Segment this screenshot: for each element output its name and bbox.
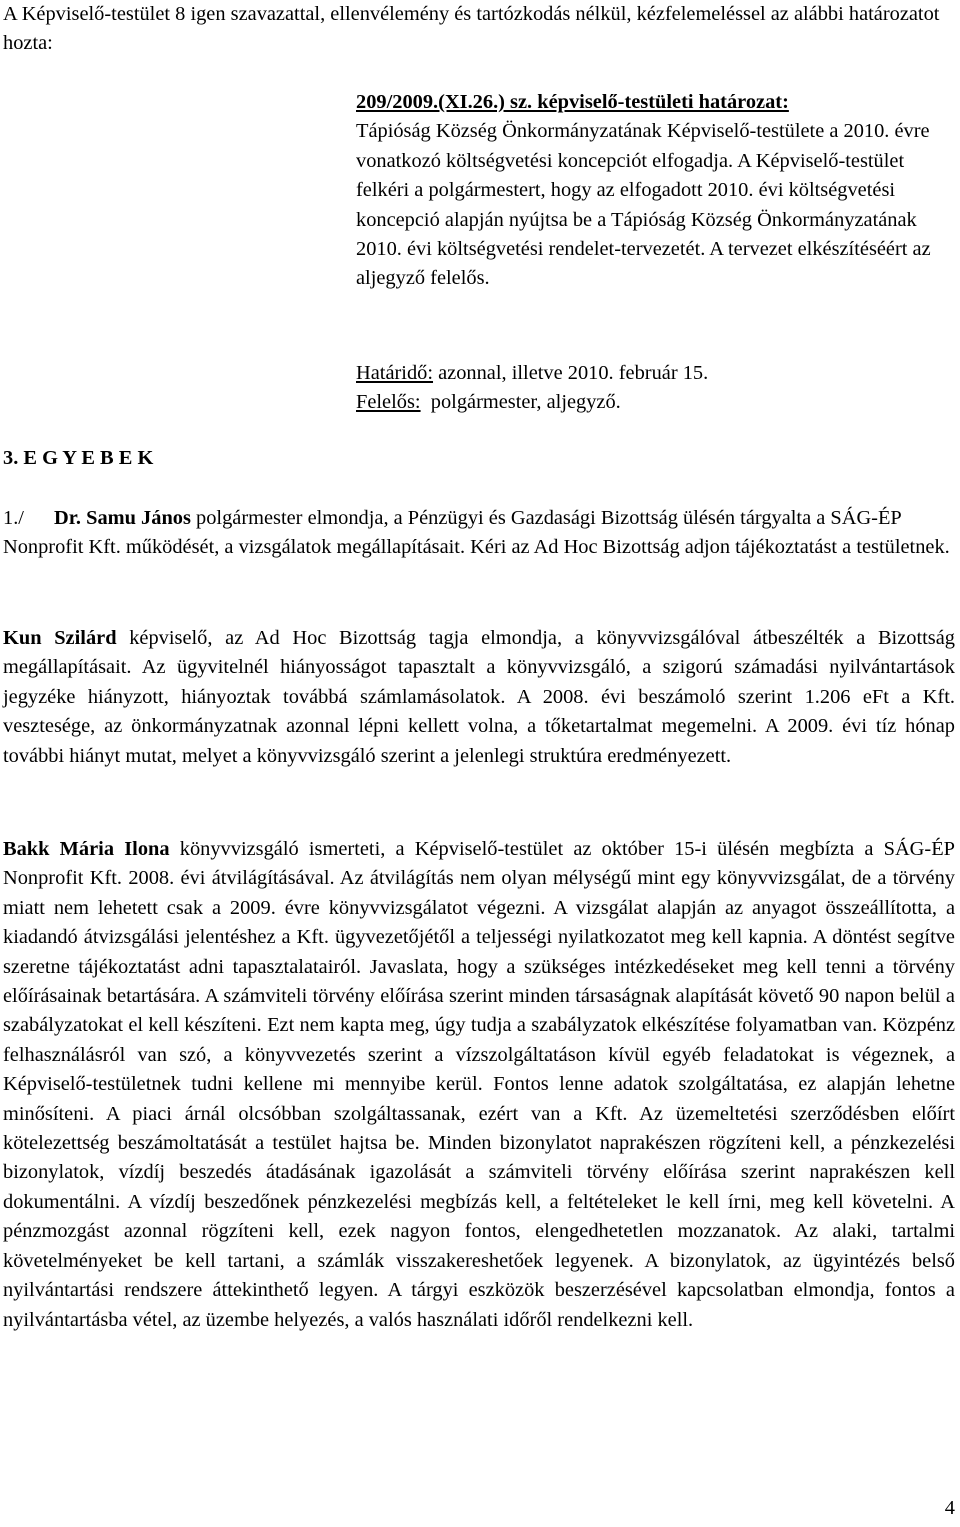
responsible-value: polgármester, aljegyző. bbox=[430, 391, 621, 414]
page-number: 4 bbox=[944, 1497, 955, 1519]
resolution-number-text: 209/2009.(XI.26.) sz. képviselő-testületi határozat: bbox=[356, 91, 789, 113]
resolution-number bbox=[356, 88, 956, 117]
agenda-item-number: 1./ bbox=[3, 507, 24, 529]
section-heading: 3. E G Y E B E K bbox=[3, 447, 154, 469]
speaker-paragraph bbox=[3, 624, 955, 771]
intro-text: A Képviselő-testület 8 igen szavazattal, ellenvélemény és tartózkodás nélkül, kézfelemeléssel az alábbi határozatot hozta: bbox=[3, 3, 940, 55]
agenda-item-1-text bbox=[3, 504, 955, 563]
deadline-value: azonnal, illetve 2010. február 15. bbox=[438, 362, 709, 384]
speaker-paragraph bbox=[3, 835, 955, 1335]
responsible-label: Felelős: bbox=[356, 391, 421, 414]
speaker-text: képviselő, az Ad Hoc Bizottság tagja elmondja, a könyvvizsgálóval átbeszélték a Bizottság megállapításait. Az ügyvitelnél hiányosságot tapasztalt a könyvvizsgáló, a szigorú számadási nyilvántartások jegyzéke hiányzott, hiányoztak továbbá számlamásolatok. A 2008. évi beszámoló szerint 1.206 eFt a Kft. vesztesége, az önkormányzatnak azonnal lépni kellett volna, a tőketartalmat megemelni. A 2009. évi tíz hónap további hiányt mutat, melyet a könyvvizsgáló szerint a jelenlegi struktúra eredményezett. bbox=[3, 627, 955, 767]
agenda-item-body: polgármester elmondja, a Pénzügyi és Gazdasági Bizottság ülésén tárgyalta a SÁG-ÉP Nonprofit Kft. működését, a vizsgálatok megállapításait. Kéri az Ad Hoc Bizottság adjon tájékoztatást a testületnek. bbox=[3, 507, 950, 559]
resolution-block bbox=[356, 88, 956, 294]
speaker-name: Kun Szilárd bbox=[3, 627, 117, 649]
deadline-label: Határidő: bbox=[356, 362, 434, 384]
speaker-name: Bakk Mária Ilona bbox=[3, 838, 170, 860]
resolution-body: Tápióság Község Önkormányzatának Képviselő-testülete a 2010. évre vonatkozó költségvetési koncepciót elfogadja. A Képviselő-testület felkéri a polgármestert, hogy az elfogadott 2010. évi költségvetési koncepció alapján nyújtsa be a Tápióság Község Önkormányzatának 2010. évi költségvetési rendelet-tervezetét. A tervezet elkészítéséért az aljegyző felelős. bbox=[356, 120, 931, 290]
speaker-text: könyvvizsgáló ismerteti, a Képviselő-testület az október 15-i ülésén megbízta a SÁG-ÉP Nonprofit Kft. 2008. évi átvilágításával. Az átvilágítás nem olyan mélységű mint egy könyvvizsgálat, de a törvény miatt nem lehetett csak a 2009. évre könyvvizsgálatot végezni. A vizsgálat alapján az anyagot összeállította, a kiadandó átvizsgálási jelentéshez a Kft. ügyvezetőjétől a teljességi nyilatkozatot meg kell kapnia. A döntést segítve szeretne tájékoztatást adni tapasztalatairól. Javaslata, hogy a szükséges intézkedéseket meg kell tenni a törvény előírásainak betartására. A számviteli törvény előírása szerint minden társaságnak alapítását követő 90 napon belül a szabályzatokat el kell készíteni. Ezt nem kapta meg, úgy tudja a szabályzatok elkészítése folyamatban van. Közpénz felhasználásról van szó, a könyvvezetés szerint a vízszolgáltatáson kívül egyéb feladatokat is végeznek, a Képviselő-testületnek tudni kellene mi mennyibe kerül. Fontos lenne adatok szolgáltatása, ez alapján lehetne minősíteni. A piaci árnál olcsóbban szolgáltassanak, ezért van a Kft. Az üzemeltetési szerződésben előírt kötelezettség beszámoltatását a testület hajtsa be. Minden bizonylatot naprakészen rögzíteni kell, a pénzkezelési bizonylatok, vízdíj beszedés átadásának igazolását a számviteli törvény előírása szerint naprakészen kell dokumentálni. A vízdíj beszedőnek pénzkezelési megbízás kell, a feltételeket le kell írni, meg kell követelni. A pénzmozgást azonnal rögzíteni kell, ezek nagyon fontos, elengedhetetlen mozzanatok. Az alaki, tartalmi követelményeket be kell tartani, a számlák visszakereshetőek legyenek. A bizonylatok, az ügyintézés belső nyilvántartási rendszere áttekinthető legyen. A tárgyi eszközök beszerzésével kapcsolatban elmondja, fontos a nyilvántartásba vétel, az üzembe helyezés, a valós használati időről rendelkezni kell. bbox=[3, 838, 955, 1331]
responsible-line bbox=[356, 388, 956, 417]
agenda-item-1 bbox=[3, 504, 955, 563]
deadline-block bbox=[356, 359, 956, 418]
deadline-line bbox=[356, 359, 956, 388]
agenda-item-speaker: Dr. Samu János bbox=[54, 507, 191, 529]
